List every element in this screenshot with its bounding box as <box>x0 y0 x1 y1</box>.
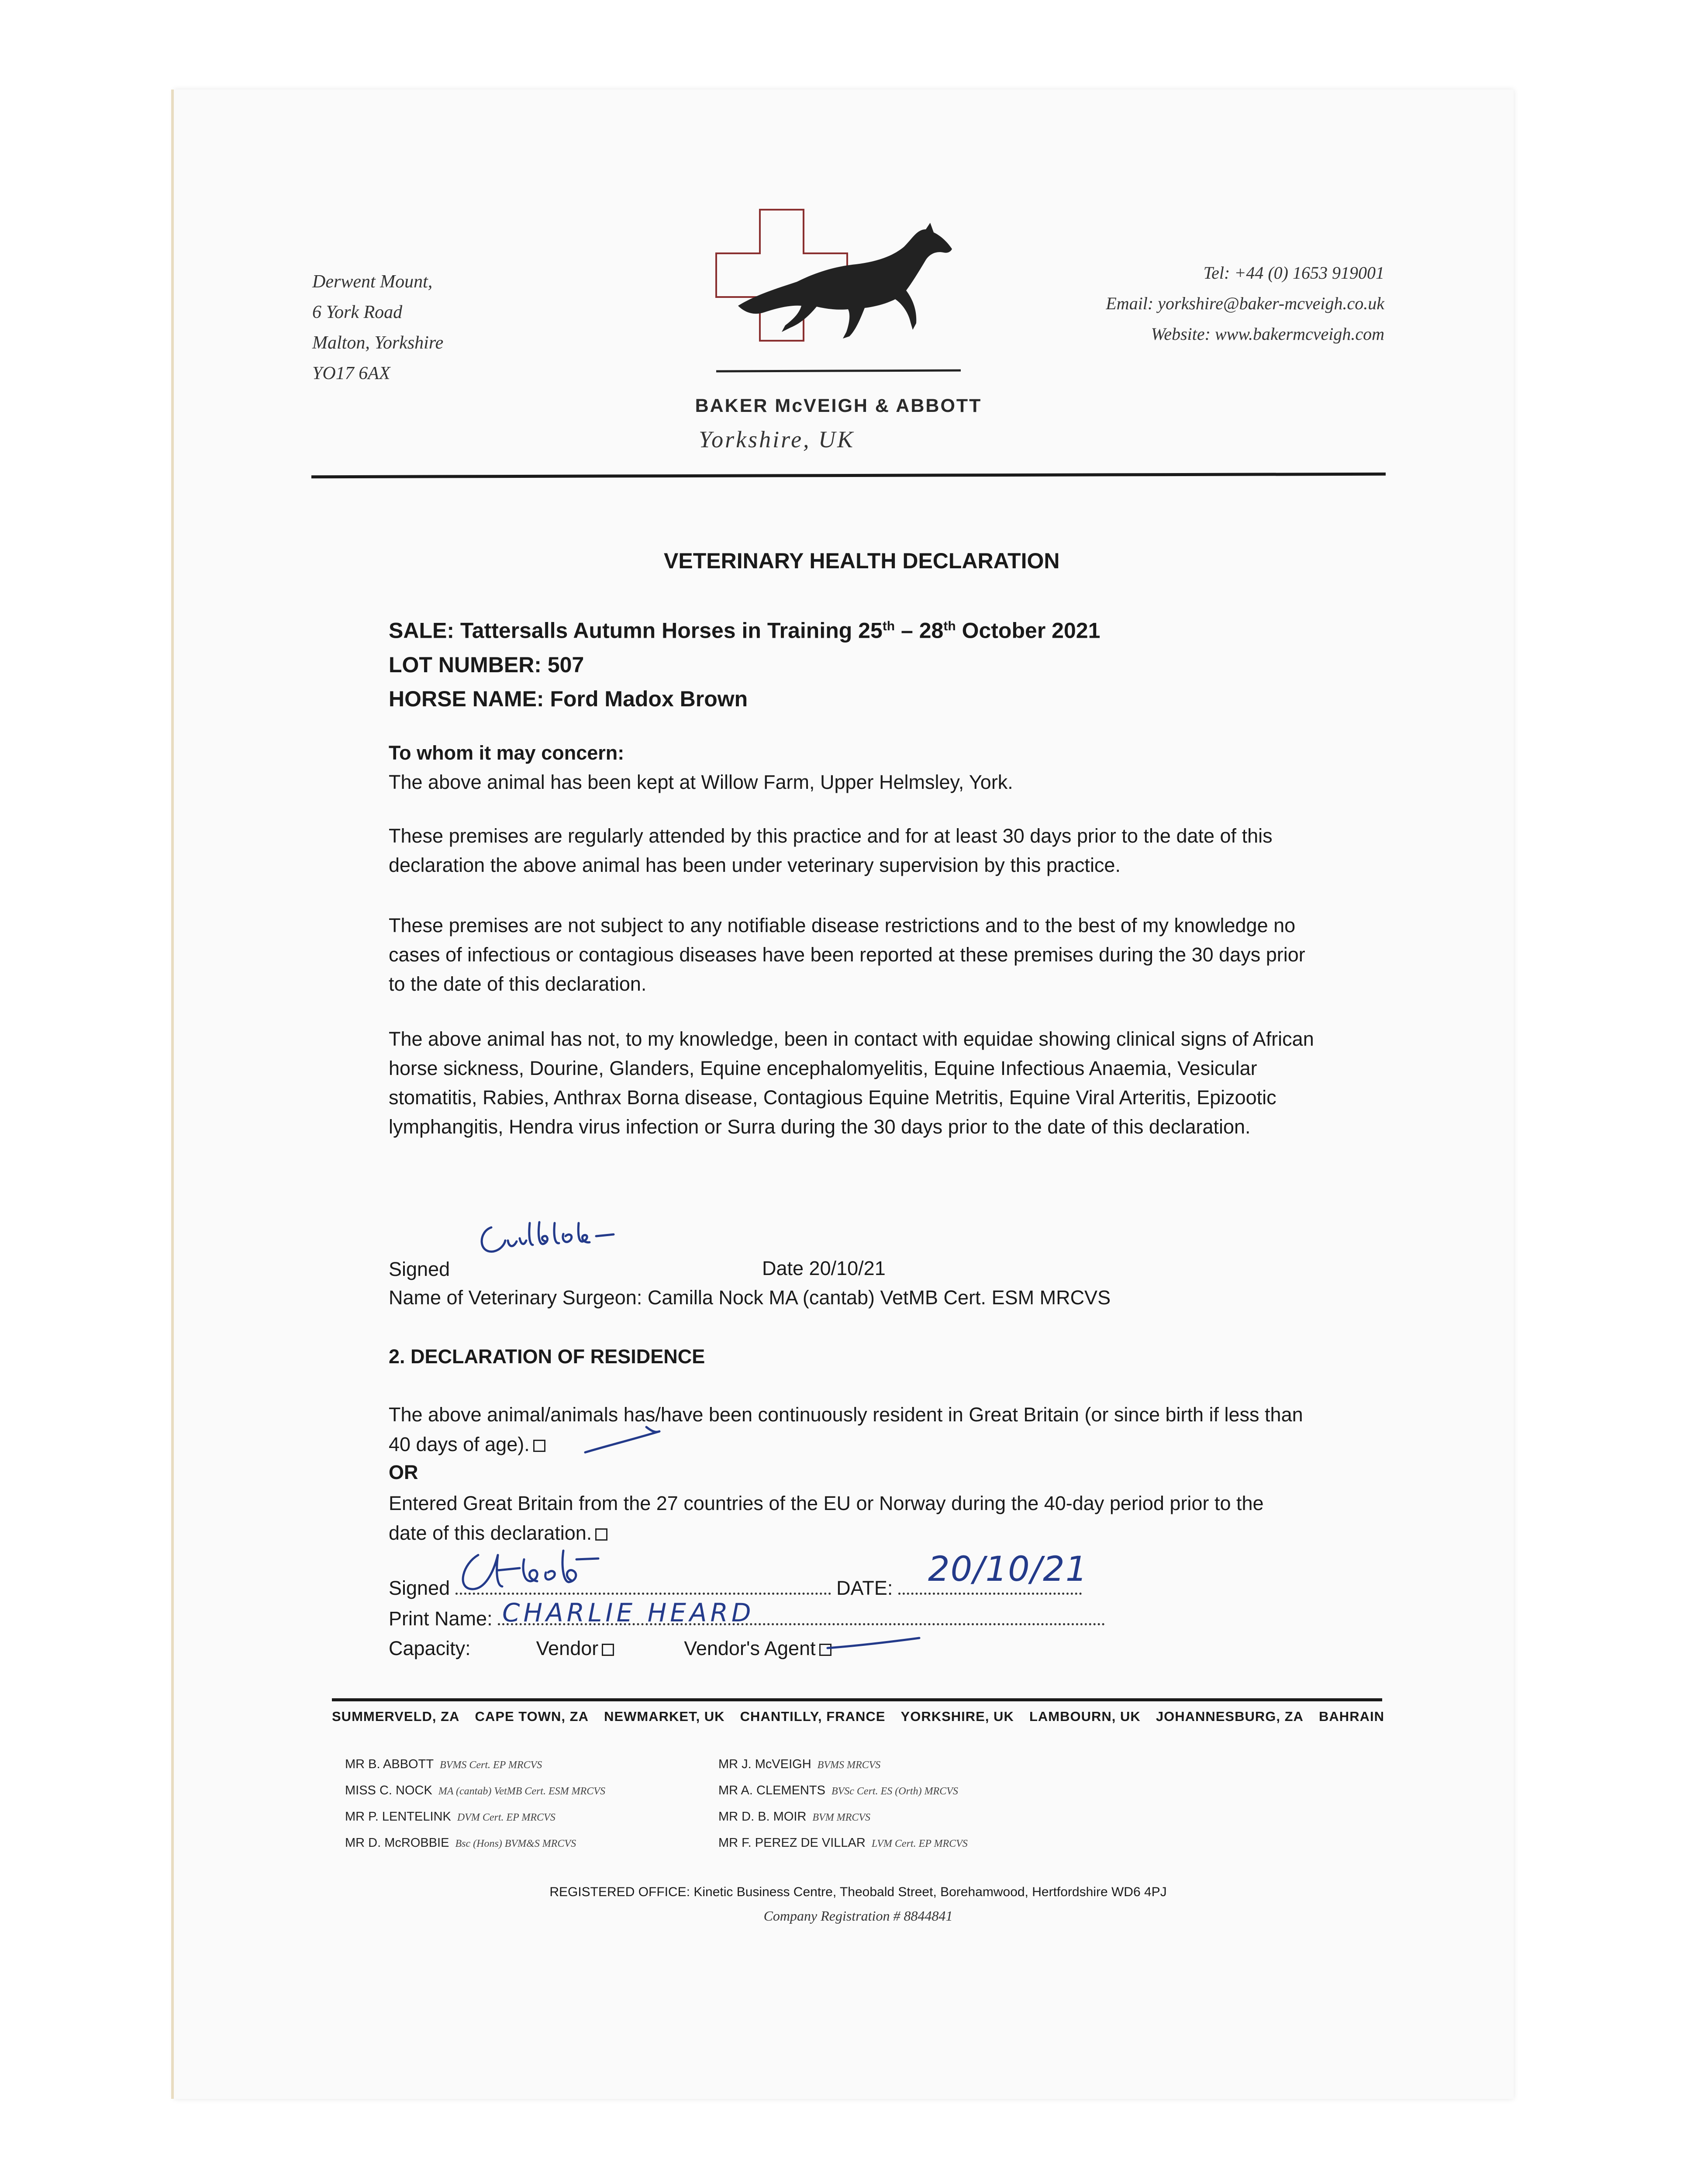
partner: MR B. ABBOTT BVMS Cert. EP MRCVS <box>345 1757 542 1771</box>
sale-text: Tattersalls Autumn Horses in Training 25 <box>460 618 883 643</box>
partners-right-column <box>718 1752 968 1856</box>
firm-location: Yorkshire, UK <box>699 426 855 453</box>
option-1-text: The above animal/animals has/have been continuously resident in Great Britain (or since birth if less than 40 days of age). <box>389 1403 1303 1455</box>
page-title: VETERINARY HEALTH DECLARATION <box>664 549 1060 573</box>
option-1-checkbox[interactable] <box>533 1440 545 1452</box>
partner: MR D. McROBBIE Bsc (Hons) BVM&S MRCVS <box>345 1836 576 1850</box>
location: CHANTILLY, FRANCE <box>740 1709 886 1724</box>
vendor-label: Vendor <box>536 1637 599 1659</box>
residence-option-2 <box>389 1489 1306 1548</box>
footer-divider <box>332 1698 1382 1701</box>
company-registration: Company Registration # 8844841 <box>763 1908 953 1924</box>
location: NEWMARKET, UK <box>604 1709 725 1724</box>
print-name-label: Print Name: <box>389 1607 493 1630</box>
kept-statement: The above animal has been kept at Willow Farm, Upper Helmsley, York. <box>389 771 1013 793</box>
capacity-row <box>389 1637 831 1660</box>
address-line: 6 York Road <box>312 302 403 322</box>
suffix: th <box>943 619 956 633</box>
vendor-signature-image <box>454 1546 603 1594</box>
vendor-agent-label: Vendor's Agent <box>684 1637 816 1659</box>
location: JOHANNESBURG, ZA <box>1156 1709 1304 1724</box>
date-dotted-line <box>898 1588 1082 1595</box>
sale-text: October 2021 <box>956 618 1101 643</box>
handwritten-date: 20/10/21 <box>928 1550 1088 1589</box>
salutation: To whom it may concern: <box>389 742 624 764</box>
handwritten-print-name: CHARLIE HEARD <box>502 1598 755 1628</box>
vendor-signed-label: Signed <box>389 1577 450 1599</box>
restrictions-paragraph: These premises are not subject to any notifiable disease restrictions and to the best of my knowledge no cases of infectious or contagious diseases have been reported at these premises during the 30 days prior to the date of this declaration. <box>389 914 1305 995</box>
sale-text: – 28 <box>895 618 944 643</box>
vendor-checkbox[interactable] <box>602 1644 614 1656</box>
option-1-tick-mark <box>581 1422 690 1461</box>
address-line: YO17 6AX <box>312 363 390 384</box>
agent-tick-mark <box>825 1633 926 1655</box>
website: Website: www.bakermcveigh.com <box>1151 324 1384 344</box>
sale-line <box>389 609 1100 648</box>
horse-cross-logo <box>707 205 969 406</box>
vendor-date-label: DATE: <box>836 1577 893 1599</box>
vet-signed-label: Signed <box>389 1258 450 1280</box>
firm-name: BAKER McVEIGH & ABBOTT <box>695 395 982 416</box>
location: YORKSHIRE, UK <box>900 1709 1014 1724</box>
supervision-paragraph: These premises are regularly attended by this practice and for at least 30 days prior to the date of this declaration the above animal has been under veterinary supervision by this practice. <box>389 825 1273 876</box>
option-2-text: Entered Great Britain from the 27 countries of the EU or Norway during the 40-day period prior to the date of this declaration. <box>389 1492 1264 1544</box>
surgeon-name: Name of Veterinary Surgeon: Camilla Nock MA (cantab) VetMB Cert. ESM MRCVS <box>389 1286 1111 1309</box>
residence-heading: 2. DECLARATION OF RESIDENCE <box>389 1345 705 1368</box>
disease-contact-paragraph: The above animal has not, to my knowledge, been in contact with equidae showing clinical signs of African horse sickness, Dourine, Glanders, Equine encephalomyelitis, Equine Infectious Anaemia, Vesicular stomatitis, Rabies, Anthrax Borna disease, Contagious Equine Metritis, Equine Viral Arteritis, Epizootic lymphangitis, Hendra virus infection or Surra during the 30 days prior to the date of this declaration. <box>389 1028 1314 1138</box>
lot-number: LOT NUMBER: 507 <box>389 652 584 677</box>
partner: MR D. B. MOIR BVM MRCVS <box>718 1810 871 1824</box>
location: LAMBOURN, UK <box>1029 1709 1141 1724</box>
email: Email: yorkshire@baker-mcveigh.co.uk <box>1106 294 1384 313</box>
horse-name: HORSE NAME: Ford Madox Brown <box>389 686 748 711</box>
suffix: th <box>882 619 895 633</box>
location: SUMMERVELD, ZA <box>332 1709 460 1724</box>
partner: MR F. PEREZ DE VILLAR LVM Cert. EP MRCVS <box>718 1836 968 1850</box>
sale-label: SALE: <box>389 618 454 643</box>
address-line: Malton, Yorkshire <box>312 333 444 353</box>
vet-signature-image <box>474 1214 644 1267</box>
registered-office: REGISTERED OFFICE: Kinetic Business Centre, Theobald Street, Borehamwood, Hertfordshire WD6 4PJ <box>549 1885 1167 1899</box>
vet-date: Date 20/10/21 <box>762 1257 886 1279</box>
practice-address <box>312 266 443 389</box>
partner: MISS C. NOCK MA (cantab) VetMB Cert. ESM MRCVS <box>345 1783 605 1797</box>
phone: Tel: +44 (0) 1653 919001 <box>1203 263 1384 283</box>
practice-contact <box>1026 258 1384 349</box>
location: CAPE TOWN, ZA <box>475 1709 589 1724</box>
option-2-checkbox[interactable] <box>595 1528 607 1541</box>
partners-left-column <box>345 1752 605 1856</box>
office-locations <box>332 1709 1384 1724</box>
residence-option-1 <box>389 1400 1323 1459</box>
partner: MR P. LENTELINK DVM Cert. EP MRCVS <box>345 1810 555 1824</box>
sale-details <box>389 609 1100 716</box>
location: BAHRAIN <box>1319 1709 1384 1724</box>
intro-paragraph <box>389 738 1314 797</box>
address-line: Derwent Mount, <box>312 272 433 292</box>
partner: MR A. CLEMENTS BVSc Cert. ES (Orth) MRCVS <box>718 1783 958 1797</box>
or-separator: OR <box>389 1461 418 1483</box>
horse-icon <box>738 223 952 339</box>
partner: MR J. McVEIGH BVMS MRCVS <box>718 1757 881 1771</box>
capacity-label: Capacity: <box>389 1637 471 1659</box>
